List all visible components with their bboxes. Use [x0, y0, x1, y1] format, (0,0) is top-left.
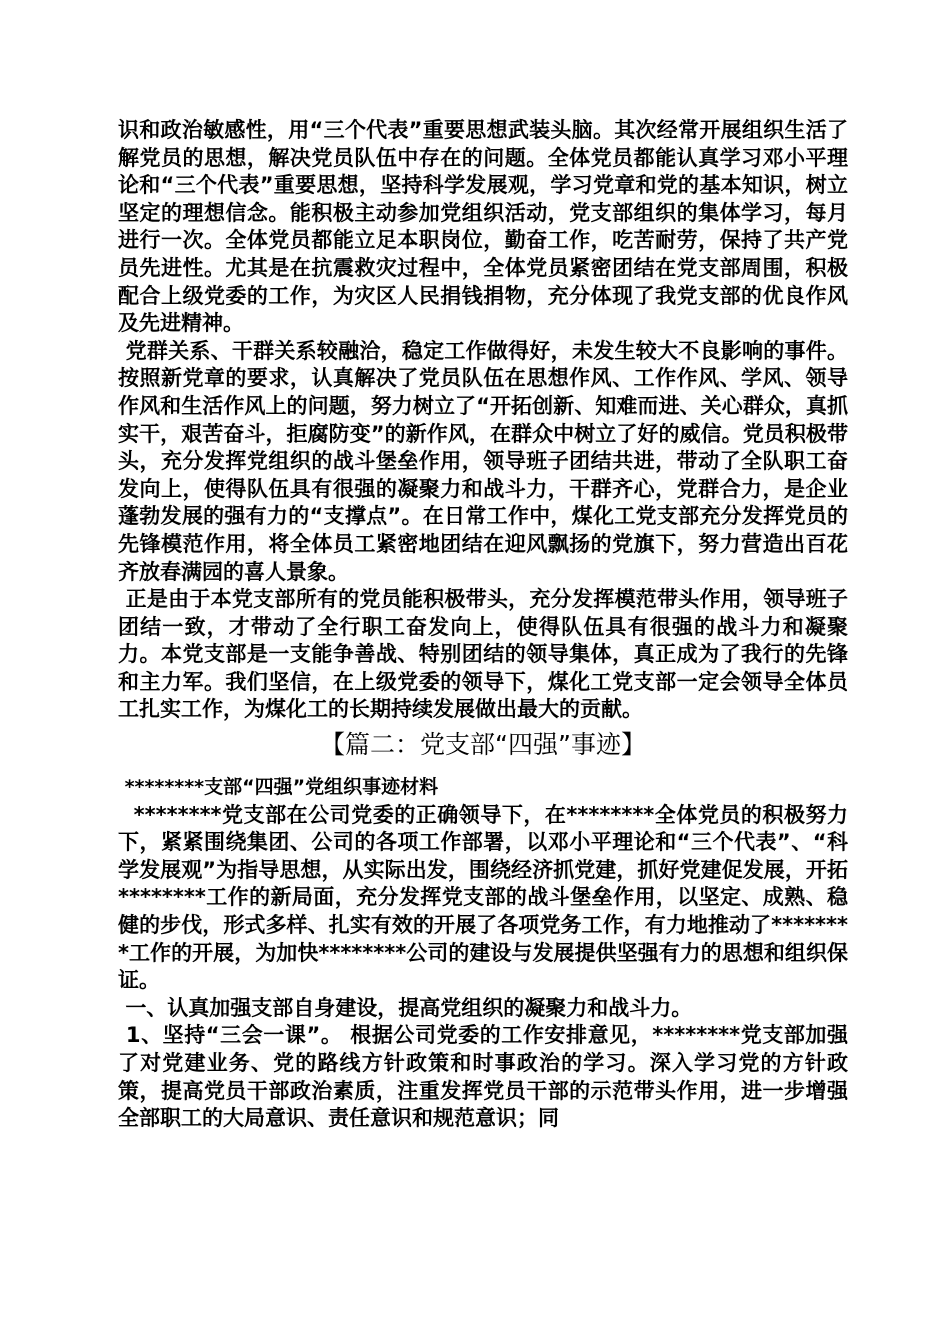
paragraph-intro: ********党支部在公司党委的正确领导下，在********全体党员的积极努力下，紧紧围绕集团、公司的各项工作部署，以邓小平理论和“三个代表”、“科学发展观”为指导思想，从实际出发，围绕经济抓党建，抓好党建促发展，开拓********工作的新局面，充分发挥党支部的战斗堡垒作用，以坚定、成熟、稳健的步伐，形式多样、扎实有效的开展了各项党务工作，有力地推动了********工作的开展，为加快********公司的建设与发展提供坚强有力的思想和组织保证。	[118, 802, 848, 993]
document-body	[118, 117, 848, 1133]
paragraph-item-one: 1、坚持“三会一课”。 根据公司党委的工作安排意见，********党支部加强了对党建业务、党的路线方针政策和时事政治的学习。深入学习党的方针政策，提高党员干部政治素质，注重发挥党员干部的示范带头作用，进一步增强全部职工的大局意识、责任意识和规范意识；同	[118, 1023, 848, 1131]
paragraph-party-relations: 党群关系、干群关系较融洽，稳定工作做得好，未发生较大不良影响的事件。按照新党章的要求，认真解决了党员队伍在思想作风、工作作风、学风、领导作风和生活作风上的问题，努力树立了“开拓创新、知难而进、关心群众，真抓实干，艰苦奋斗，拒腐防变”的新作风，在群众中树立了好的威信。党员积极带头，充分发挥党组织的战斗堡垒作用，领导班子团结共进，带动了全队职工奋发向上，使得队伍具有很强的凝聚力和战斗力，干群齐心，党群合力，是企业蓬勃发展的强有力的“支撑点”。在日常工作中，煤化工党支部充分发挥党员的先锋模范作用，将全体员工紧密地团结在迎风飘扬的党旗下，努力营造出百花齐放春满园的喜人景象。	[118, 338, 849, 584]
paragraph-conclusion: 正是由于本党支部所有的党员能积极带头，充分发挥模范带头作用，领导班子团结一致，才带动了全行职工奋发向上，使得队伍具有很强的战斗力和凝聚力。本党支部是一支能争善战、特别团结的领导集体，真正成为了我行的先锋和主力军。我们坚信，在上级党委的领导下，煤化工党支部一定会领导全体员工扎实工作，为煤化工的长期持续发展做出最大的贡献。	[118, 587, 849, 722]
section-title: 【篇二：党支部“四强”事迹】	[320, 730, 646, 760]
document-title: ********支部“四强”党组织事迹材料	[118, 776, 439, 799]
heading-section-one: 一、认真加强支部自身建设，提高党组织的凝聚力和战斗力。	[118, 995, 693, 1020]
paragraph-party-study: 识和政治敏感性，用“三个代表”重要思想武装头脑。其次经常开展组织生活了解党员的思想，解决党员队伍中存在的问题。全体党员都能认真学习邓小平理论和“三个代表”重要思想，坚持科学发展观，学习党章和党的基本知识，树立坚定的理想信念。能积极主动参加党组织活动，党支部组织的集体学习，每月进行一次。全体党员都能立足本职岗位，勤奋工作，吃苦耐劳，保持了共产党员先进性。尤其是在抗震救灾过程中，全体党员紧密团结在党支部周围，积极配合上级党委的工作，为灾区人民捐钱捐物，充分体现了我党支部的优良作风及先进精神。	[118, 118, 848, 336]
